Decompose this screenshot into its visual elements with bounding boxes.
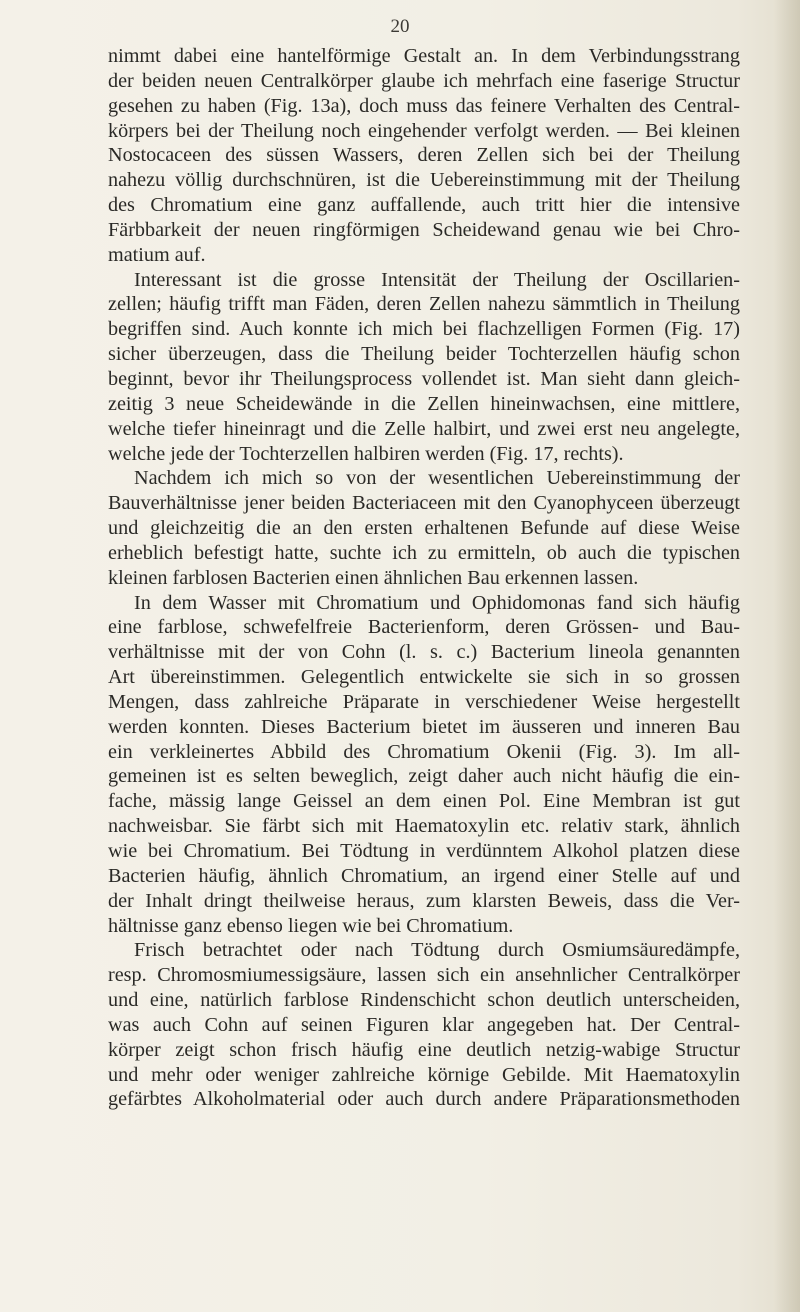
text-line: erheblich befestigt hatte, suchte ich zu ermitteln, ob auch die typischen [108, 541, 740, 564]
text-line: verhältnisse mit der von Cohn (l. s. c.) Bacterium lineola genannten [108, 641, 740, 664]
paragraph-start-line: In dem Wasser mit Chromatium und Ophidomonas fand sich häufig [134, 591, 740, 614]
text-line: Art übereinstimmen. Gelegentlich entwickelte sie sich in so grossen [108, 666, 740, 689]
text-line: Bacterien häufig, ähnlich Chromatium, an irgend einer Stelle auf und [108, 864, 740, 887]
text-line: resp. Chromosmiumessigsäure, lassen sich ein ansehnlicher Centralkörper [108, 964, 740, 987]
page-edge-shadow [774, 0, 800, 1312]
text-line: und gleichzeitig die an den ersten erhaltenen Befunde auf diese Weise [108, 517, 740, 540]
text-line: zeitig 3 neue Scheidewände in die Zellen hineinwachsen, eine mittlere, [108, 392, 740, 415]
page-number: 20 [390, 16, 410, 37]
text-line: und eine, natürlich farblose Rindenschicht schon deutlich unterscheiden, [108, 989, 740, 1012]
text-line: gefärbtes Alkoholmaterial oder auch durch andere Präparationsmethoden [108, 1088, 740, 1111]
paragraph-start-line: Frisch betrachtet oder nach Tödtung durch Osmiumsäuredämpfe, [134, 939, 740, 962]
text-line: und mehr oder weniger zahlreiche körnige Gebilde. Mit Haematoxylin [108, 1063, 740, 1086]
text-line: körper zeigt schon frisch häufig eine deutlich netzig-wabige Structur [108, 1038, 740, 1061]
text-line: ein verkleinertes Abbild des Chromatium Okenii (Fig. 3). Im all- [108, 740, 740, 763]
text-line: wie bei Chromatium. Bei Tödtung in verdünntem Alkohol platzen diese [108, 840, 740, 862]
text-line: der Inhalt dringt theilweise heraus, zum klarsten Beweis, dass die Ver- [108, 889, 740, 912]
text-line: des Chromatium eine ganz auffallende, auch tritt hier die intensive [108, 194, 740, 217]
text-line: sicher überzeugen, dass die Theilung beider Tochterzellen häufig schon [108, 343, 740, 366]
text-line: körpers bei der Theilung noch eingehender verfolgt werden. — Bei kleinen [108, 119, 740, 142]
body-text [108, 44, 740, 1112]
text-line: nimmt dabei eine hantelförmige Gestalt an. In dem Verbindungsstrang [108, 45, 740, 67]
text-line: nahezu völlig durchschnüren, ist die Uebereinstimmung mit der Theilung [108, 169, 740, 192]
text-line: Mengen, dass zahlreiche Präparate in verschiedener Weise hergestellt [108, 690, 740, 713]
text-line: begriffen sind. Auch konnte ich mich bei flachzelligen Formen (Fig. 17) [108, 318, 740, 341]
paragraph-start-line: Nachdem ich mich so von der wesentlichen Uebereinstimmung der [134, 467, 740, 490]
paragraph-start-line: Interessant ist die grosse Intensität der Theilung der Oscillarien- [134, 268, 740, 291]
text-line: Färbbarkeit der neuen ringförmigen Scheidewand genau wie bei Chro- [108, 218, 740, 241]
text-line: welche tiefer hineinragt und die Zelle halbirt, und zwei erst neu angelegte, [108, 417, 740, 440]
text-line: gemeinen ist es selten beweglich, zeigt daher auch nicht häufig die ein- [108, 765, 740, 788]
text-line: zellen; häufig trifft man Fäden, deren Zellen nahezu sämmtlich in Theilung [108, 293, 740, 316]
text-line: beginnt, bevor ihr Theilungsprocess vollendet ist. Man sieht dann gleich- [108, 367, 740, 390]
text-line: werden konnten. Dieses Bacterium bietet im äusseren und inneren Bau [108, 715, 740, 738]
text-line: matium auf. [108, 243, 206, 266]
text-line: nachweisbar. Sie färbt sich mit Haematoxylin etc. relativ stark, ähnlich [108, 815, 740, 838]
text-line: hältnisse ganz ebenso liegen wie bei Chromatium. [108, 914, 514, 937]
text-line: fache, mässig lange Geissel an dem einen Pol. Eine Membran ist gut [108, 790, 740, 813]
text-line: kleinen farblosen Bacterien einen ähnlichen Bau erkennen lassen. [108, 566, 639, 589]
text-line: Nostocaceen des süssen Wassers, deren Zellen sich bei der Theilung [108, 144, 740, 167]
text-line: gesehen zu haben (Fig. 13a), doch muss das feinere Verhalten des Central- [108, 94, 740, 117]
text-line: eine farblose, schwefelfreie Bacterienform, deren Grössen- und Bau- [108, 616, 740, 639]
text-line: der beiden neuen Centralkörper glaube ich mehrfach eine faserige Structur [108, 69, 740, 92]
text-line: was auch Cohn auf seinen Figuren klar angegeben hat. Der Central- [108, 1013, 740, 1036]
text-line: Bauverhältnisse jener beiden Bacteriaceen mit den Cyanophyceen überzeugt [108, 492, 740, 515]
text-line: welche jede der Tochterzellen halbiren werden (Fig. 17, rechts). [108, 442, 624, 465]
